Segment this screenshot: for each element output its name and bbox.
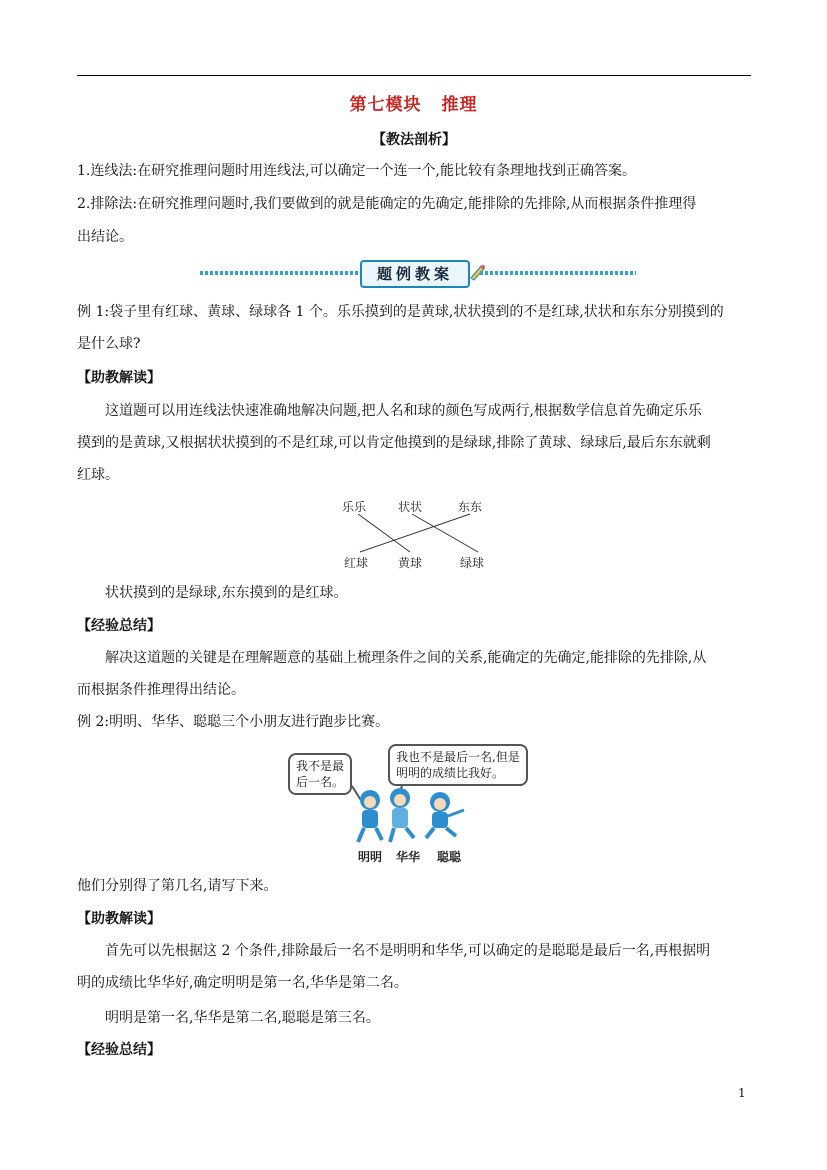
section-banner — [200, 258, 640, 288]
kid-mingming-figure — [358, 790, 382, 842]
kid-congcong-figure — [426, 792, 464, 838]
title-part1: 第七模块 — [349, 95, 422, 115]
page-title — [0, 90, 827, 115]
bubble-left-line2: 后一名。 — [296, 775, 345, 789]
example2-explanation-line1: 首先可以先根据这 2 个条件,排除最后一名不是明明和华华,可以确定的是聪聪是最后一名,再根据明 — [105, 943, 711, 959]
title-part2: 推理 — [441, 95, 478, 115]
line-zhuang-green — [412, 514, 478, 552]
example1-help-heading: 【助教解读】 — [77, 370, 161, 386]
person-lele: 乐乐 — [342, 500, 367, 514]
method-2-cont: 出结论。 — [77, 229, 133, 245]
bubble-right-line2: 明明的成绩比我好。 — [396, 766, 505, 780]
example1-summary-line1: 解决这道题的关键是在理解题意的基础上梳理条件之间的关系,能确定的先确定,能排除的先排除,从 — [105, 650, 707, 666]
example2-summary-heading: 【经验总结】 — [77, 1042, 161, 1058]
example1-summary-heading: 【经验总结】 — [77, 618, 161, 634]
example2-answer: 明明是第一名,华华是第二名,聪聪是第三名。 — [105, 1010, 380, 1026]
line-dong-red — [360, 514, 470, 552]
kid-label-congcong: 聪聪 — [437, 850, 462, 864]
ball-yellow: 黄球 — [398, 556, 423, 570]
ball-red: 红球 — [344, 556, 369, 570]
example2-question: 例 2:明明、华华、聪聪三个小朋友进行跑步比赛。 — [77, 714, 390, 730]
example2-explanation-line2: 明的成绩比华华好,确定明明是第一名,华华是第二名。 — [77, 975, 408, 991]
example2-prompt: 他们分别得了第几名,请写下来。 — [77, 878, 278, 894]
method-1: 1.连线法:在研究推理问题时用连线法,可以确定一个连一个,能比较有条理地找到正确答案。 — [77, 163, 636, 179]
kid-label-huahua: 华华 — [396, 850, 421, 864]
method-2: 2.排除法:在研究推理问题时,我们要做到的就是能确定的先确定,能排除的先排除,从而根据条件推理得 — [77, 196, 697, 212]
method-heading: 【教法剖析】 — [372, 132, 456, 148]
page-number: 1 — [738, 1086, 746, 1100]
example1-question-line1: 例 1:袋子里有红球、黄球、绿球各 1 个。乐乐摸到的是黄球,状状摸到的不是红球,状状和东东分别摸到的 — [77, 304, 724, 320]
example2-help-heading: 【助教解读】 — [77, 911, 161, 927]
kid-huahua-figure — [390, 788, 414, 842]
banner-rule-left — [200, 271, 360, 275]
bubble-left-line1: 我不是最 — [296, 759, 345, 773]
running-kids-illustration — [330, 780, 480, 846]
bubble-right-line1: 我也不是最后一名,但是 — [396, 750, 520, 764]
example1-explanation-line1: 这道题可以用连线法快速准确地解决问题,把人名和球的颜色写成两行,根据数学信息首先确定乐乐 — [105, 403, 702, 419]
person-dongdong: 东东 — [458, 500, 483, 514]
banner-rule-right — [480, 271, 636, 275]
example1-answer: 状状摸到的是绿球,东东摸到的是红球。 — [105, 585, 348, 601]
person-zhuangzhuang: 状状 — [398, 500, 423, 514]
line-lele-yellow — [358, 514, 410, 552]
example1-explanation-line2: 摸到的是黄球,又根据状状摸到的不是红球,可以肯定他摸到的是绿球,排除了黄球、绿球后,最后东东就剩 — [77, 435, 711, 451]
banner-label: 题例教案 — [360, 260, 470, 288]
ball-green: 绿球 — [460, 556, 485, 570]
kid-label-mingming: 明明 — [358, 850, 383, 864]
header-rule — [77, 75, 751, 76]
example1-question-line2: 是什么球? — [77, 336, 141, 352]
example1-summary-line2: 而根据条件推理得出结论。 — [77, 682, 245, 698]
example1-explanation-line3: 红球。 — [77, 467, 119, 483]
matching-diagram — [330, 494, 500, 574]
